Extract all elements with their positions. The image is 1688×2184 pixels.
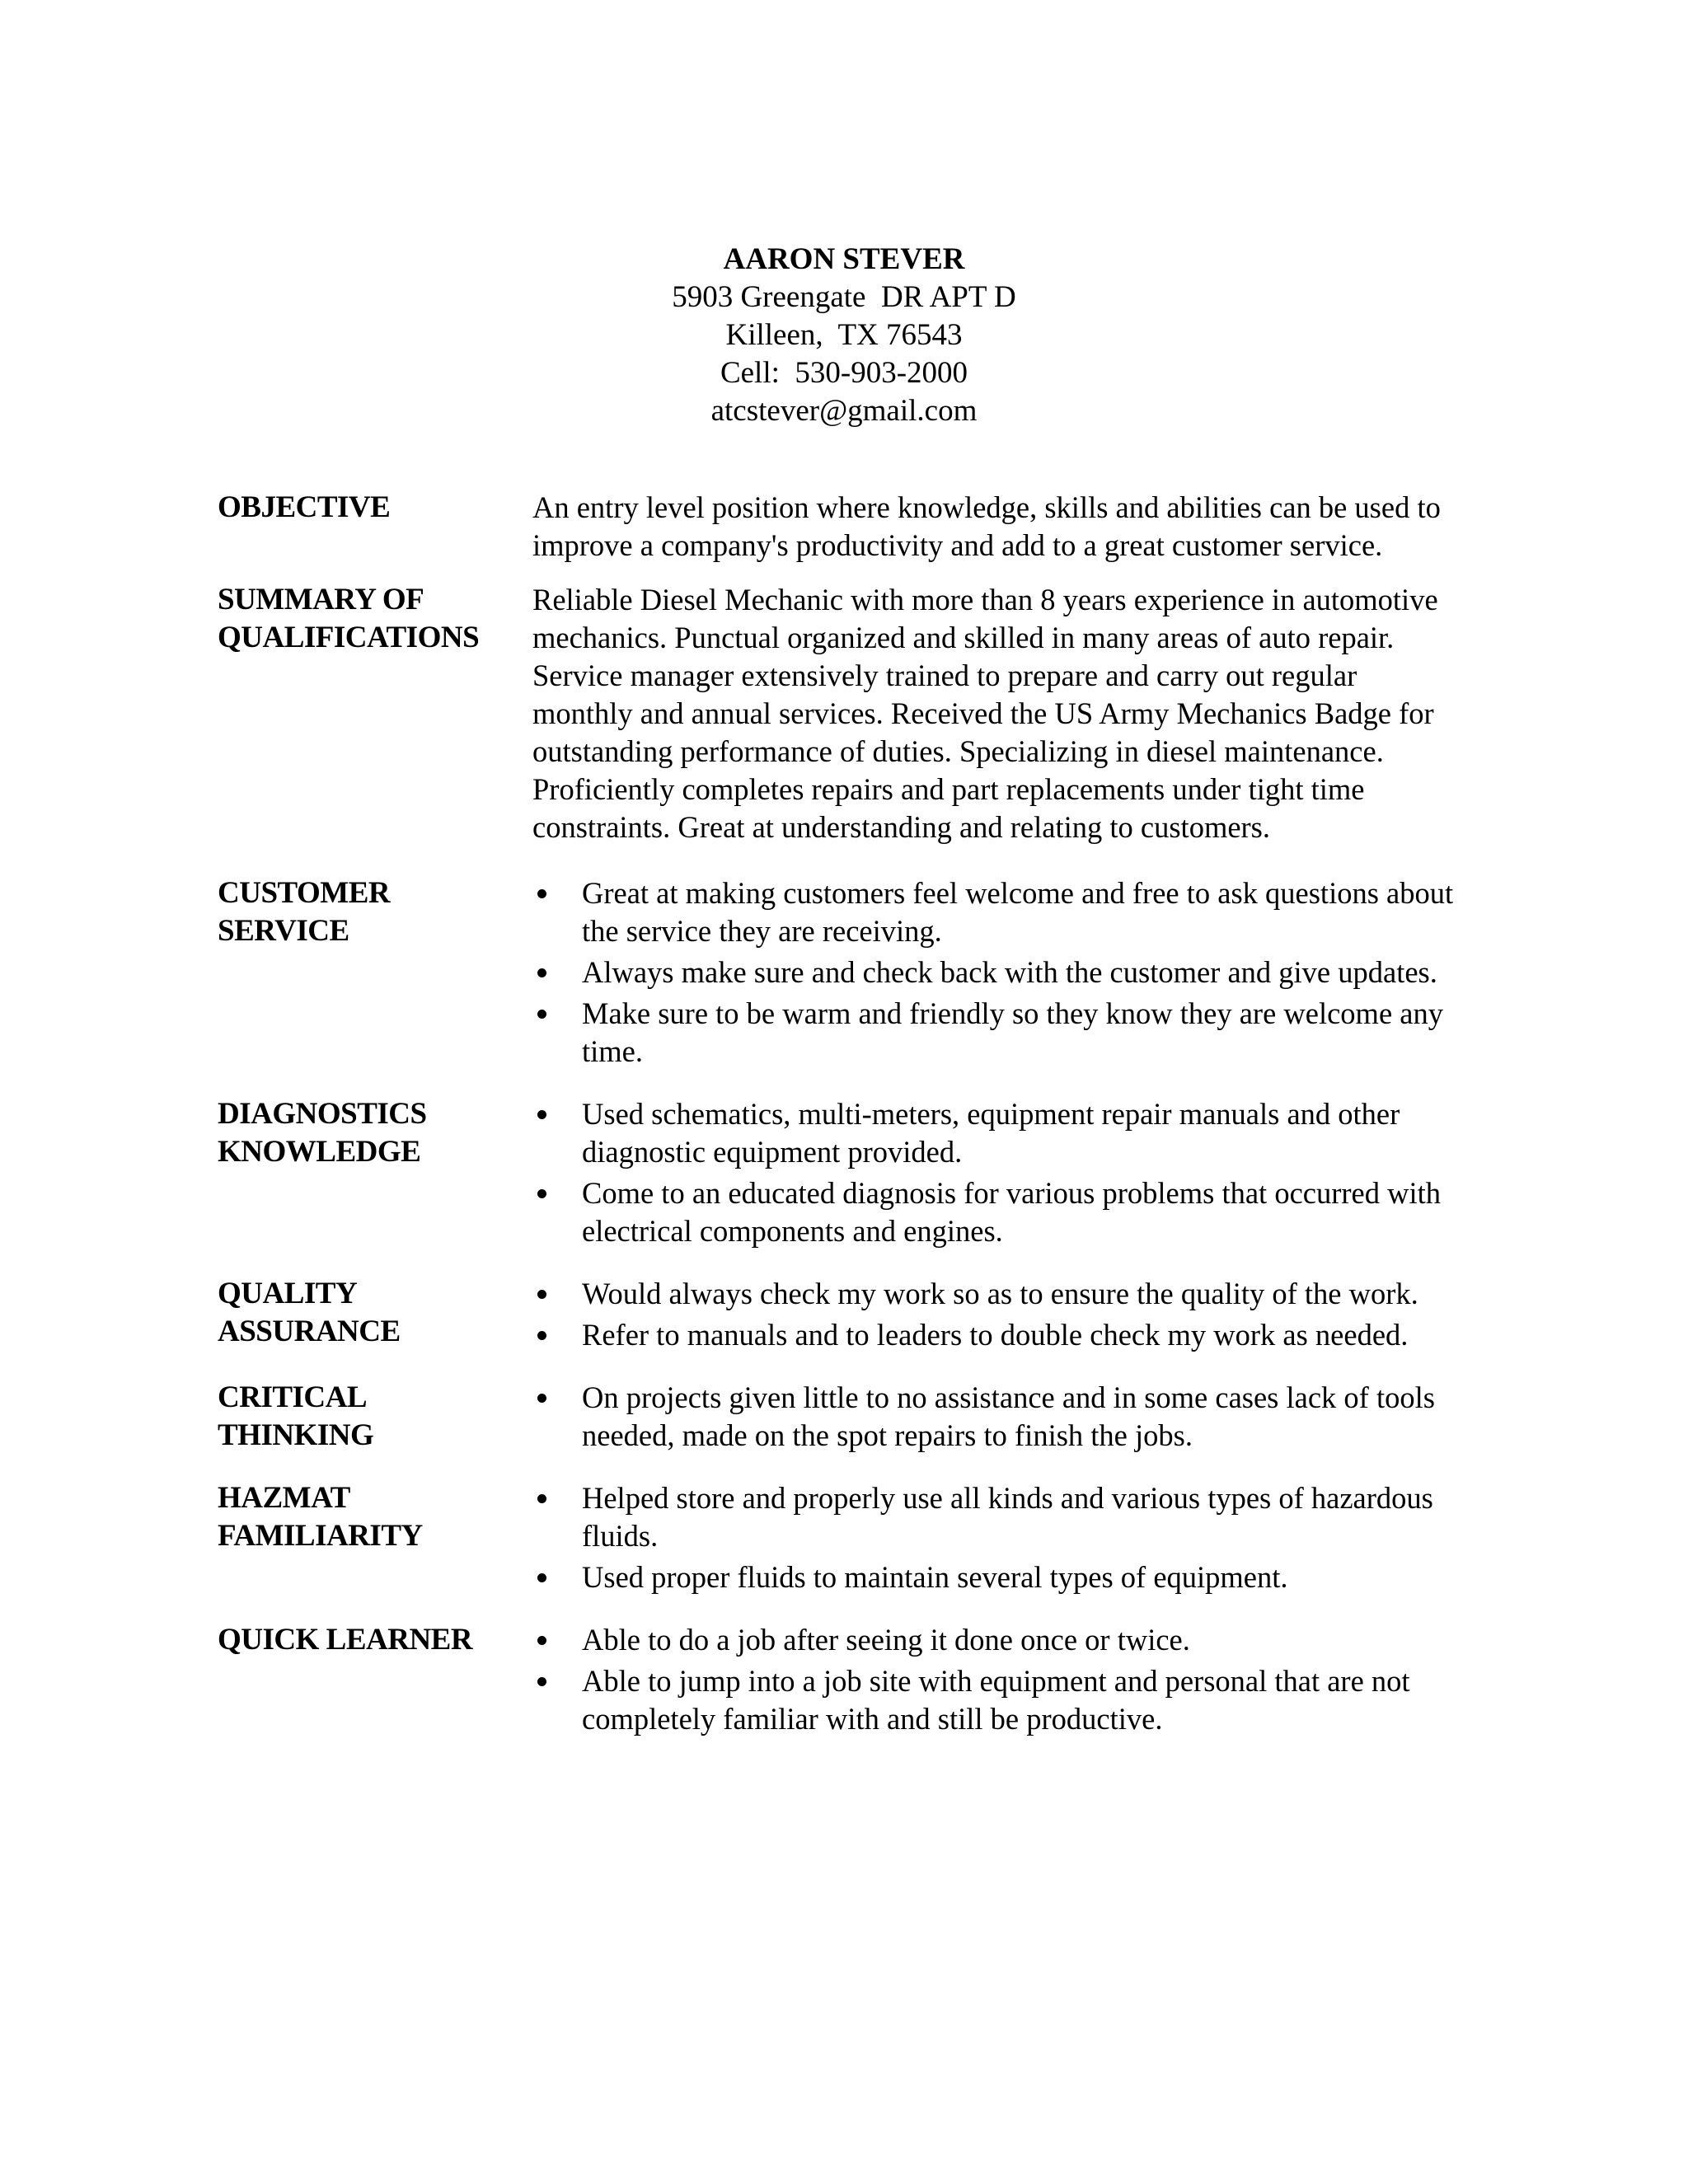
customer-service-section: [218, 874, 1454, 1074]
list-item: [532, 954, 1456, 991]
customer-service-label: [218, 874, 532, 950]
bullet-text: Always make sure and check back with the customer and give updates.: [582, 955, 1437, 989]
critical-section: [218, 1379, 1454, 1458]
bullet-icon: [537, 889, 546, 898]
bullet-text: Able to do a job after seeing it done once or twice.: [582, 1623, 1190, 1657]
list-item: [532, 1316, 1456, 1354]
customer-service-body: [532, 874, 1456, 1074]
list-item: [532, 1379, 1456, 1455]
list-item: [532, 1174, 1456, 1250]
summary-body: [532, 581, 1454, 846]
bullet-icon: [537, 1010, 546, 1019]
critical-body: [532, 1379, 1456, 1458]
customer-service-label-line-1: CUSTOMER: [218, 876, 391, 910]
bullet-text: On projects given little to no assistance and in some cases lack of tools needed, made on the spot repairs to finish the jobs.: [582, 1380, 1435, 1452]
bullet-text: Refer to manuals and to leaders to double check my work as needed.: [582, 1318, 1409, 1352]
bullet-icon: [537, 1331, 546, 1340]
hazmat-list: [532, 1479, 1456, 1596]
diagnostics-label-line-2: KNOWLEDGE: [218, 1135, 421, 1169]
resume-sections: [218, 489, 1454, 1741]
bullet-text: Used schematics, multi-meters, equipment repair manuals and other diagnostic equipment provided.: [582, 1097, 1400, 1169]
diagnostics-section: [218, 1095, 1454, 1254]
list-item: [532, 1479, 1456, 1555]
customer-service-label-line-2: SERVICE: [218, 914, 349, 948]
summary-section: [218, 581, 1454, 846]
diagnostics-list: [532, 1095, 1456, 1250]
summary-label-line-1: SUMMARY OF: [218, 583, 424, 616]
hazmat-label-line-2: FAMILIARITY: [218, 1519, 423, 1553]
quality-list: [532, 1275, 1456, 1354]
list-item: [532, 1095, 1456, 1171]
bullet-text: Would always check my work so as to ensure the quality of the work.: [582, 1277, 1418, 1310]
bullet-text: Helped store and properly use all kinds and various types of hazardous fluids.: [582, 1481, 1433, 1553]
quick-learner-section: [218, 1621, 1454, 1741]
bullet-text: Make sure to be warm and friendly so they know they are welcome any time.: [582, 996, 1443, 1068]
diagnostics-label-line-1: DIAGNOSTICS: [218, 1097, 427, 1131]
bullet-icon: [537, 1189, 546, 1198]
list-item: [532, 1275, 1456, 1313]
objective-text: An entry level position where knowledge, skills and abilities can be used to improve a company's productivity and add to a great customer service.: [532, 490, 1441, 562]
quality-label-line-2: ASSURANCE: [218, 1315, 401, 1348]
bullet-icon: [537, 1636, 546, 1645]
list-item: [532, 874, 1456, 950]
bullet-text: Great at making customers feel welcome and free to ask questions about the service they are receiving.: [582, 876, 1454, 948]
quick-learner-list: [532, 1621, 1456, 1738]
objective-body: [532, 489, 1454, 565]
hazmat-section: [218, 1479, 1454, 1600]
list-item: [532, 995, 1456, 1071]
quality-label: [218, 1275, 532, 1351]
bullet-icon: [537, 1110, 546, 1119]
hazmat-label: [218, 1479, 532, 1555]
quality-label-line-1: QUALITY: [218, 1277, 358, 1310]
objective-label: [218, 489, 532, 527]
phone-number: Cell: 530-903-2000: [720, 356, 968, 390]
hazmat-body: [532, 1479, 1456, 1600]
summary-label: [218, 581, 532, 657]
objective-label-text: OBJECTIVE: [218, 490, 391, 524]
quick-learner-body: [532, 1621, 1456, 1741]
bullet-text: Come to an educated diagnosis for various problems that occurred with electrical components and engines.: [582, 1176, 1441, 1248]
email-address: atcstever@gmail.com: [710, 394, 978, 428]
objective-section: [218, 489, 1454, 565]
summary-text: Reliable Diesel Mechanic with more than 8 years experience in automotive mechanics. Punctual organized and skilled in many areas of auto repair. Service manager extensively trained to prepare and carry out regular monthly and annual services. Received the US Army Mechanics Badge for outstanding performance of duties. Specializing in diesel maintenance. Proficiently completes repairs and part replacements under tight time constraints. Great at understanding and relating to customers.: [532, 583, 1438, 844]
critical-label: [218, 1379, 532, 1455]
bullet-icon: [537, 1677, 546, 1686]
quality-section: [218, 1275, 1454, 1357]
bullet-icon: [537, 968, 546, 977]
critical-label-line-2: THINKING: [218, 1418, 374, 1452]
critical-label-line-1: CRITICAL: [218, 1380, 368, 1414]
applicant-name: AARON STEVER: [723, 242, 965, 276]
list-item: [532, 1621, 1456, 1659]
customer-service-list: [532, 874, 1456, 1071]
critical-list: [532, 1379, 1456, 1455]
bullet-text: Able to jump into a job site with equipment and personal that are not completely familiar with and still be productive.: [582, 1664, 1410, 1736]
bullet-text: Used proper fluids to maintain several types of equipment.: [582, 1560, 1288, 1594]
list-item: [532, 1558, 1456, 1596]
bullet-icon: [537, 1494, 546, 1503]
summary-label-line-2: QUALIFICATIONS: [218, 621, 480, 654]
hazmat-label-line-1: HAZMAT: [218, 1481, 350, 1515]
quality-body: [532, 1275, 1456, 1357]
address-line-1: 5903 Greengate DR APT D: [672, 280, 1016, 314]
bullet-icon: [537, 1573, 546, 1582]
diagnostics-label: [218, 1095, 532, 1171]
diagnostics-body: [532, 1095, 1456, 1254]
contact-header: [0, 241, 1688, 430]
list-item: [532, 1662, 1456, 1738]
quick-learner-label: [218, 1621, 532, 1659]
quick-learner-label-text: QUICK LEARNER: [218, 1623, 473, 1657]
address-line-2: Killeen, TX 76543: [725, 318, 963, 352]
bullet-icon: [537, 1394, 546, 1403]
bullet-icon: [537, 1290, 546, 1299]
